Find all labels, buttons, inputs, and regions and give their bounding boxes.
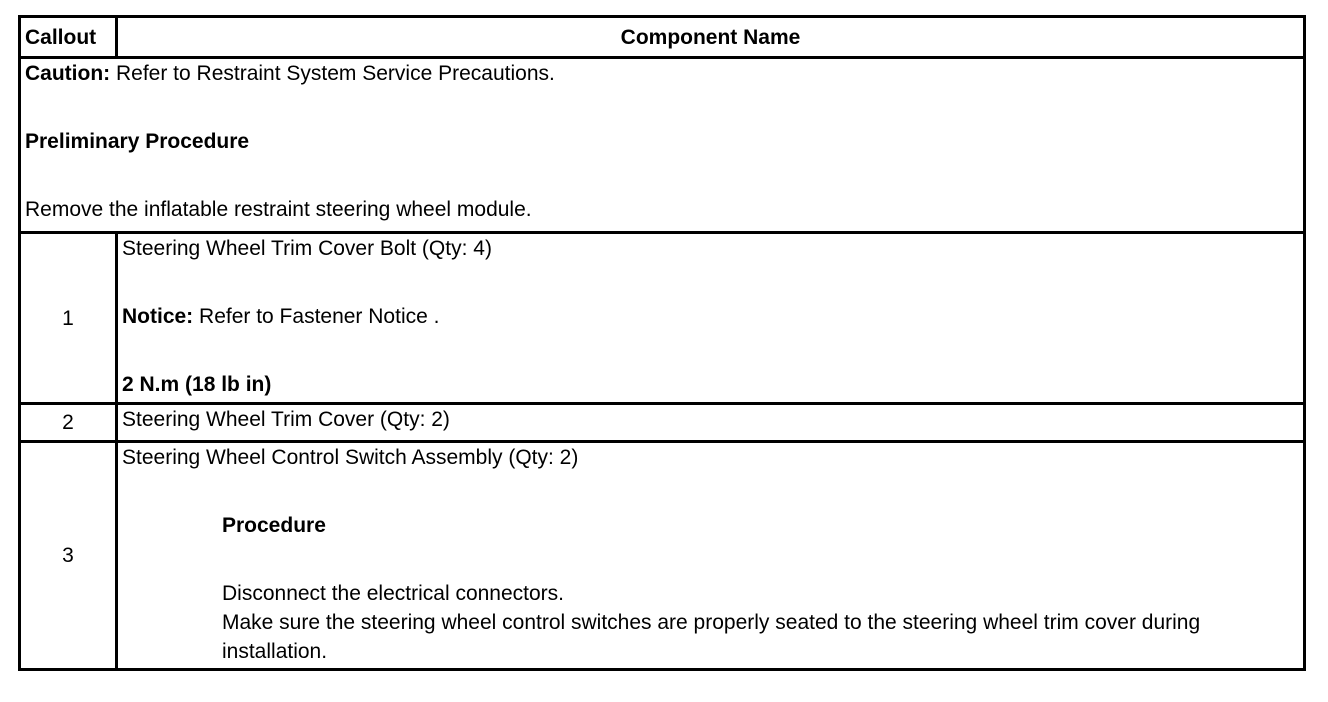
caution-text: Refer to Restraint System Service Precautions.: [110, 62, 555, 85]
notice-line: [122, 302, 1299, 331]
component-name: Steering Wheel Trim Cover (Qty: 2): [117, 404, 1305, 442]
table-row: [20, 442, 1305, 670]
component-cell: [117, 233, 1305, 404]
table-row: [20, 233, 1305, 404]
component-cell: [117, 442, 1305, 670]
caution-cell: [20, 58, 1305, 233]
table-row: [20, 404, 1305, 442]
table-header-row: [20, 17, 1305, 58]
component-name: Steering Wheel Control Switch Assembly (Qty: 2): [122, 446, 579, 469]
procedure-step: Make sure the steering wheel control switches are properly seated to the steering wheel trim cover during installation.: [222, 611, 1201, 663]
preliminary-step: Remove the inflatable restraint steering wheel module.: [25, 198, 532, 221]
torque-spec: 2 N.m (18 lb in): [122, 373, 272, 396]
preliminary-title: Preliminary Procedure: [25, 130, 250, 153]
callout-number: 3: [20, 442, 117, 670]
caution-label: Caution:: [25, 62, 111, 85]
component-table: [18, 15, 1306, 671]
caution-row: [20, 58, 1305, 233]
procedure-step: Disconnect the electrical connectors.: [222, 582, 564, 605]
procedure-title: Procedure: [222, 514, 326, 537]
callout-number: 2: [20, 404, 117, 442]
callout-number: 1: [20, 233, 117, 404]
notice-label: Notice:: [122, 305, 194, 328]
notice-text: Refer to Fastener Notice .: [193, 305, 440, 328]
header-callout: Callout: [20, 17, 117, 58]
header-component-name: Component Name: [117, 17, 1305, 58]
caution-line: [25, 59, 1299, 88]
component-name: Steering Wheel Trim Cover Bolt (Qty: 4): [122, 237, 492, 260]
